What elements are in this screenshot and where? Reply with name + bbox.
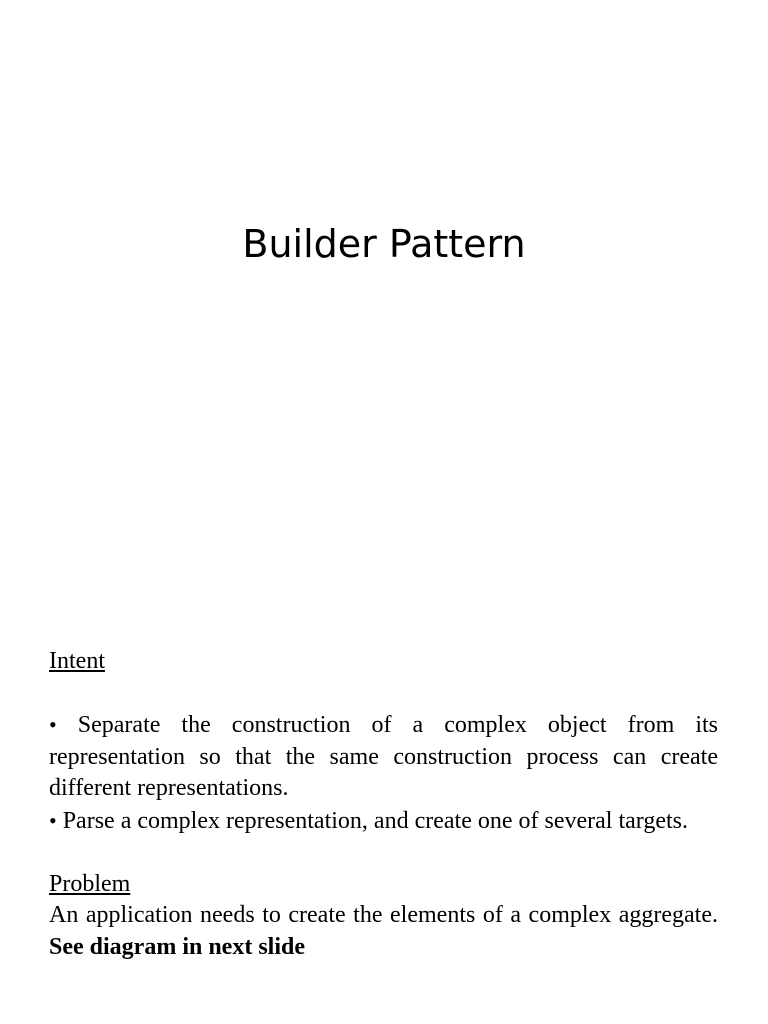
intent-bullet-item	[49, 709, 718, 805]
bullet-icon: •	[49, 712, 57, 737]
problem-diagram-note: See diagram in next slide	[49, 933, 305, 960]
problem-text	[49, 900, 718, 963]
problem-description: An application needs to create the elements of a complex aggregate.	[49, 902, 718, 928]
slide-body	[49, 646, 718, 963]
spacer	[49, 837, 718, 869]
bullet-icon: •	[49, 807, 57, 833]
spacer	[49, 678, 718, 710]
intent-bullet-text: Parse a complex representation, and create one of several targets.	[62, 807, 688, 834]
slide-title: Builder Pattern	[242, 222, 526, 266]
intent-bullet-item	[49, 805, 718, 838]
problem-heading: Problem	[49, 870, 131, 897]
intent-bullet-text: Separate the construction of a complex object from its representation so that the same construction process can create different representations.	[49, 712, 719, 801]
intent-heading: Intent	[49, 648, 105, 674]
